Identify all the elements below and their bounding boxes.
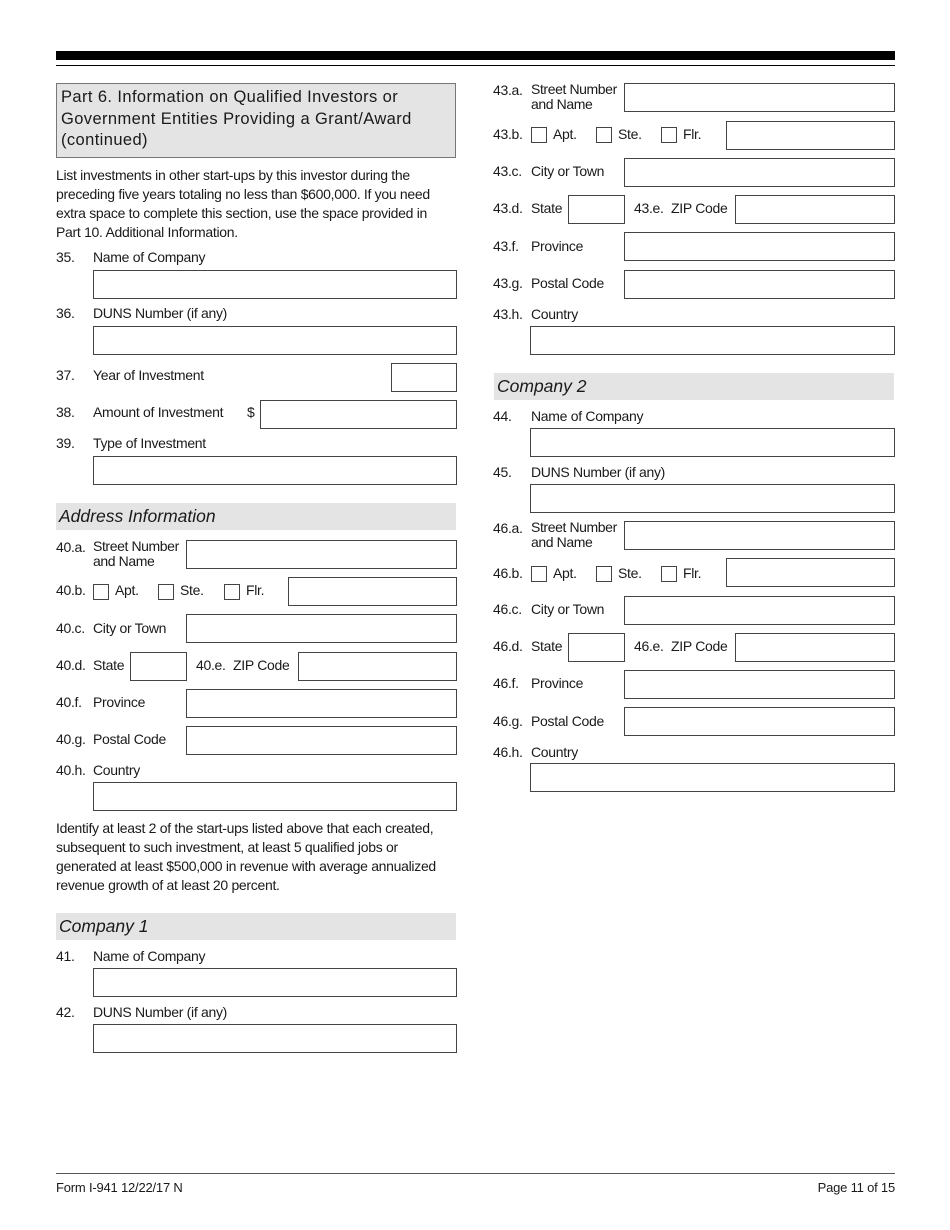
- q46a-label-line2: and Name: [531, 534, 593, 550]
- company1-province-input[interactable]: [624, 232, 895, 261]
- q39-number: 39.: [56, 435, 75, 451]
- identify-line2: subsequent to such investment, at least 5 qualified jobs or: [56, 839, 398, 855]
- identify-paragraph: [56, 819, 456, 895]
- intro-paragraph: [56, 166, 456, 242]
- q46c-label: City or Town: [531, 601, 605, 617]
- q43a-label-line2: and Name: [531, 96, 593, 112]
- q40a-label-line1: Street Number: [93, 538, 179, 554]
- q36-number: 36.: [56, 305, 75, 321]
- q46d-label: State: [531, 638, 563, 654]
- part-title-line2: Government Entities Providing a Grant/Award: [61, 109, 412, 128]
- page-number: Page 11 of 15: [817, 1180, 895, 1195]
- type-of-investment-input[interactable]: [93, 456, 457, 485]
- top-rule-thin: [56, 65, 895, 66]
- q40e-label: ZIP Code: [233, 657, 290, 673]
- q46a-label: [531, 520, 617, 550]
- company2-name-input[interactable]: [530, 428, 895, 457]
- q42-number: 42.: [56, 1004, 75, 1020]
- q40h-number: 40.h.: [56, 762, 86, 778]
- company2-ste-label: Ste.: [618, 565, 642, 581]
- q40c-label: City or Town: [93, 620, 167, 636]
- apt-label: Apt.: [115, 582, 139, 598]
- company1-apt-checkbox[interactable]: [531, 127, 547, 143]
- q40c-number: 40.c.: [56, 620, 85, 636]
- company2-apt-label: Apt.: [553, 565, 577, 581]
- form-identifier: Form I-941 12/22/17 N: [56, 1180, 183, 1195]
- company1-zip-input[interactable]: [735, 195, 895, 224]
- q46h-number: 46.h.: [493, 744, 523, 760]
- q39-label: Type of Investment: [93, 435, 206, 451]
- company2-province-input[interactable]: [624, 670, 895, 699]
- q43c-number: 43.c.: [493, 163, 522, 179]
- q46c-number: 46.c.: [493, 601, 522, 617]
- intro-line4: Part 10. Additional Information.: [56, 224, 238, 240]
- q40g-label: Postal Code: [93, 731, 166, 747]
- company2-flr-label: Flr.: [683, 565, 702, 581]
- q44-label: Name of Company: [531, 408, 644, 424]
- q46d-number: 46.d.: [493, 638, 523, 654]
- q43g-label: Postal Code: [531, 275, 604, 291]
- company1-flr-label: Flr.: [683, 126, 702, 142]
- q40e-number: 40.e.: [196, 657, 226, 673]
- company1-street-input[interactable]: [624, 83, 895, 112]
- zip-code-input[interactable]: [298, 652, 457, 681]
- postal-code-input[interactable]: [186, 726, 457, 755]
- company-name-input[interactable]: [93, 270, 457, 299]
- unit-number-input[interactable]: [288, 577, 457, 606]
- q40a-label-line2: and Name: [93, 553, 155, 569]
- q43f-label: Province: [531, 238, 584, 254]
- city-town-input[interactable]: [186, 614, 457, 643]
- q46f-number: 46.f.: [493, 675, 519, 691]
- company1-name-input[interactable]: [93, 968, 457, 997]
- q40a-label: [93, 539, 179, 569]
- address-info-header: Address Information: [56, 503, 456, 530]
- q43e-number: 43.e.: [634, 200, 664, 216]
- q40d-number: 40.d.: [56, 657, 86, 673]
- q44-number: 44.: [493, 408, 512, 424]
- flr-label: Flr.: [246, 582, 265, 598]
- country-input[interactable]: [93, 782, 457, 811]
- apt-checkbox[interactable]: [93, 584, 109, 600]
- q38-number: 38.: [56, 404, 75, 420]
- company2-state-select[interactable]: [568, 633, 625, 662]
- q40d-label: State: [93, 657, 125, 673]
- footer-rule: [56, 1173, 895, 1174]
- part-header: [56, 83, 456, 158]
- part-title-line1: Part 6. Information on Qualified Investors or: [61, 88, 399, 106]
- company1-state-select[interactable]: [568, 195, 625, 224]
- company2-city-input[interactable]: [624, 596, 895, 625]
- q40g-number: 40.g.: [56, 731, 86, 747]
- company1-apt-label: Apt.: [553, 126, 577, 142]
- flr-checkbox[interactable]: [224, 584, 240, 600]
- q45-number: 45.: [493, 464, 512, 480]
- q42-label: DUNS Number (if any): [93, 1004, 228, 1020]
- company2-postal-input[interactable]: [624, 707, 895, 736]
- ste-label: Ste.: [180, 582, 204, 598]
- currency-symbol: $: [247, 404, 255, 420]
- year-of-investment-input[interactable]: [391, 363, 457, 392]
- intro-line3: extra space to complete this section, use the space provided in: [56, 205, 427, 221]
- amount-of-investment-input[interactable]: [260, 400, 457, 429]
- q37-label: Year of Investment: [93, 367, 204, 383]
- company1-unit-input[interactable]: [726, 121, 895, 150]
- company1-postal-input[interactable]: [624, 270, 895, 299]
- company2-unit-input[interactable]: [726, 558, 895, 587]
- company1-duns-input[interactable]: [93, 1024, 457, 1053]
- company1-city-input[interactable]: [624, 158, 895, 187]
- company1-flr-checkbox[interactable]: [661, 127, 677, 143]
- company2-header: Company 2: [494, 373, 894, 400]
- q37-number: 37.: [56, 367, 75, 383]
- q46g-number: 46.g.: [493, 713, 523, 729]
- q45-label: DUNS Number (if any): [531, 464, 666, 480]
- intro-line1: List investments in other start-ups by this investor during the: [56, 167, 410, 183]
- q43g-number: 43.g.: [493, 275, 523, 291]
- q46h-label: Country: [531, 744, 578, 760]
- q36-label: DUNS Number (if any): [93, 305, 228, 321]
- q40f-number: 40.f.: [56, 694, 82, 710]
- company2-duns-input[interactable]: [530, 484, 895, 513]
- q43d-label: State: [531, 200, 563, 216]
- identify-line4: revenue growth of at least 20 percent.: [56, 877, 280, 893]
- q40h-label: Country: [93, 762, 140, 778]
- q43e-label: ZIP Code: [671, 200, 728, 216]
- q43a-number: 43.a.: [493, 82, 523, 98]
- q46a-label-line1: Street Number: [531, 519, 617, 535]
- q43a-label-line1: Street Number: [531, 81, 617, 97]
- q41-number: 41.: [56, 948, 75, 964]
- q46e-label: ZIP Code: [671, 638, 728, 654]
- intro-line2: preceding five years totaling no less than $600,000. If you need: [56, 186, 430, 202]
- top-rule-thick: [56, 51, 895, 60]
- q41-label: Name of Company: [93, 948, 206, 964]
- q35-number: 35.: [56, 249, 75, 265]
- company1-header: Company 1: [56, 913, 456, 940]
- q43b-number: 43.b.: [493, 126, 523, 142]
- company2-zip-input[interactable]: [735, 633, 895, 662]
- company2-apt-checkbox[interactable]: [531, 566, 547, 582]
- duns-number-input[interactable]: [93, 326, 457, 355]
- q46g-label: Postal Code: [531, 713, 604, 729]
- q43h-label: Country: [531, 306, 578, 322]
- q46b-number: 46.b.: [493, 565, 523, 581]
- q43c-label: City or Town: [531, 163, 605, 179]
- q35-label: Name of Company: [93, 249, 206, 265]
- identify-line3: generated at least $500,000 in revenue with average annualized: [56, 858, 436, 874]
- q43f-number: 43.f.: [493, 238, 519, 254]
- part-title-line3: (continued): [61, 131, 148, 149]
- q43h-number: 43.h.: [493, 306, 523, 322]
- q43a-label: [531, 82, 617, 112]
- street-number-name-input[interactable]: [186, 540, 457, 569]
- q46e-number: 46.e.: [634, 638, 664, 654]
- q40f-label: Province: [93, 694, 146, 710]
- q40b-number: 40.b.: [56, 582, 86, 598]
- company2-flr-checkbox[interactable]: [661, 566, 677, 582]
- company2-country-input[interactable]: [530, 763, 895, 792]
- company2-street-input[interactable]: [624, 521, 895, 550]
- ste-checkbox[interactable]: [158, 584, 174, 600]
- company1-country-input[interactable]: [530, 326, 895, 355]
- q38-label: Amount of Investment: [93, 404, 224, 420]
- q43d-number: 43.d.: [493, 200, 523, 216]
- company1-ste-checkbox[interactable]: [596, 127, 612, 143]
- q40a-number: 40.a.: [56, 539, 86, 555]
- identify-line1: Identify at least 2 of the start-ups listed above that each created,: [56, 820, 434, 836]
- province-input[interactable]: [186, 689, 457, 718]
- company2-ste-checkbox[interactable]: [596, 566, 612, 582]
- q46f-label: Province: [531, 675, 584, 691]
- q46a-number: 46.a.: [493, 520, 523, 536]
- company1-ste-label: Ste.: [618, 126, 642, 142]
- state-select[interactable]: [130, 652, 187, 681]
